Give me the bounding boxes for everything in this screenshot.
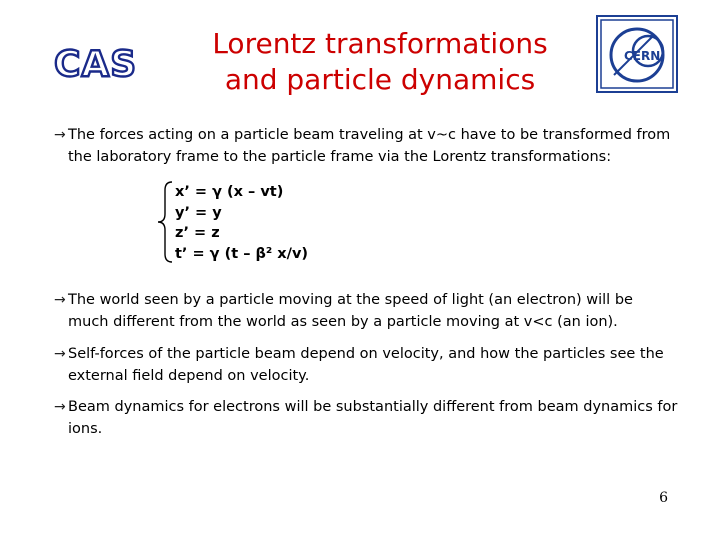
title-line-1: Lorentz transformations xyxy=(212,27,548,60)
bullet-text-4: Beam dynamics for electrons will be substantially different from beam dynamics for ions. xyxy=(68,399,678,437)
lorentz-equations xyxy=(155,180,415,265)
equation-x: x’ = γ (x – vt) xyxy=(175,184,284,200)
equation-y: y’ = y xyxy=(175,204,222,221)
arrow-right-icon: → xyxy=(54,346,66,362)
equation-z: z’ = z xyxy=(175,225,220,241)
page-title xyxy=(170,26,590,98)
title-line-2: and particle dynamics xyxy=(224,63,536,96)
cas-logo-text: CAS xyxy=(54,44,138,84)
bullet-text-1: The forces acting on a particle beam traveling at v~c have to be transformed from the laboratory frame to the particle frame via the Lorentz transformations: xyxy=(68,127,671,165)
cas-logo xyxy=(52,38,152,84)
arrow-right-icon: → xyxy=(54,292,66,308)
cern-logo xyxy=(596,15,678,93)
arrow-right-icon: → xyxy=(54,399,66,415)
equation-t: t’ = γ (t – β² x/v) xyxy=(175,245,309,262)
bullet-text-3: Self-forces of the particle beam depend on velocity, and how the particles see the external field depend on velocity. xyxy=(68,346,664,384)
bullet-text-2: The world seen by a particle moving at the speed of light (an electron) will be much different from the world as seen by a particle moving at v<c (an ion). xyxy=(68,292,633,330)
page-number: 6 xyxy=(659,490,668,506)
cern-logo-text: CERN xyxy=(624,49,661,63)
arrow-right-icon: → xyxy=(54,127,66,143)
left-brace-icon xyxy=(155,180,175,264)
